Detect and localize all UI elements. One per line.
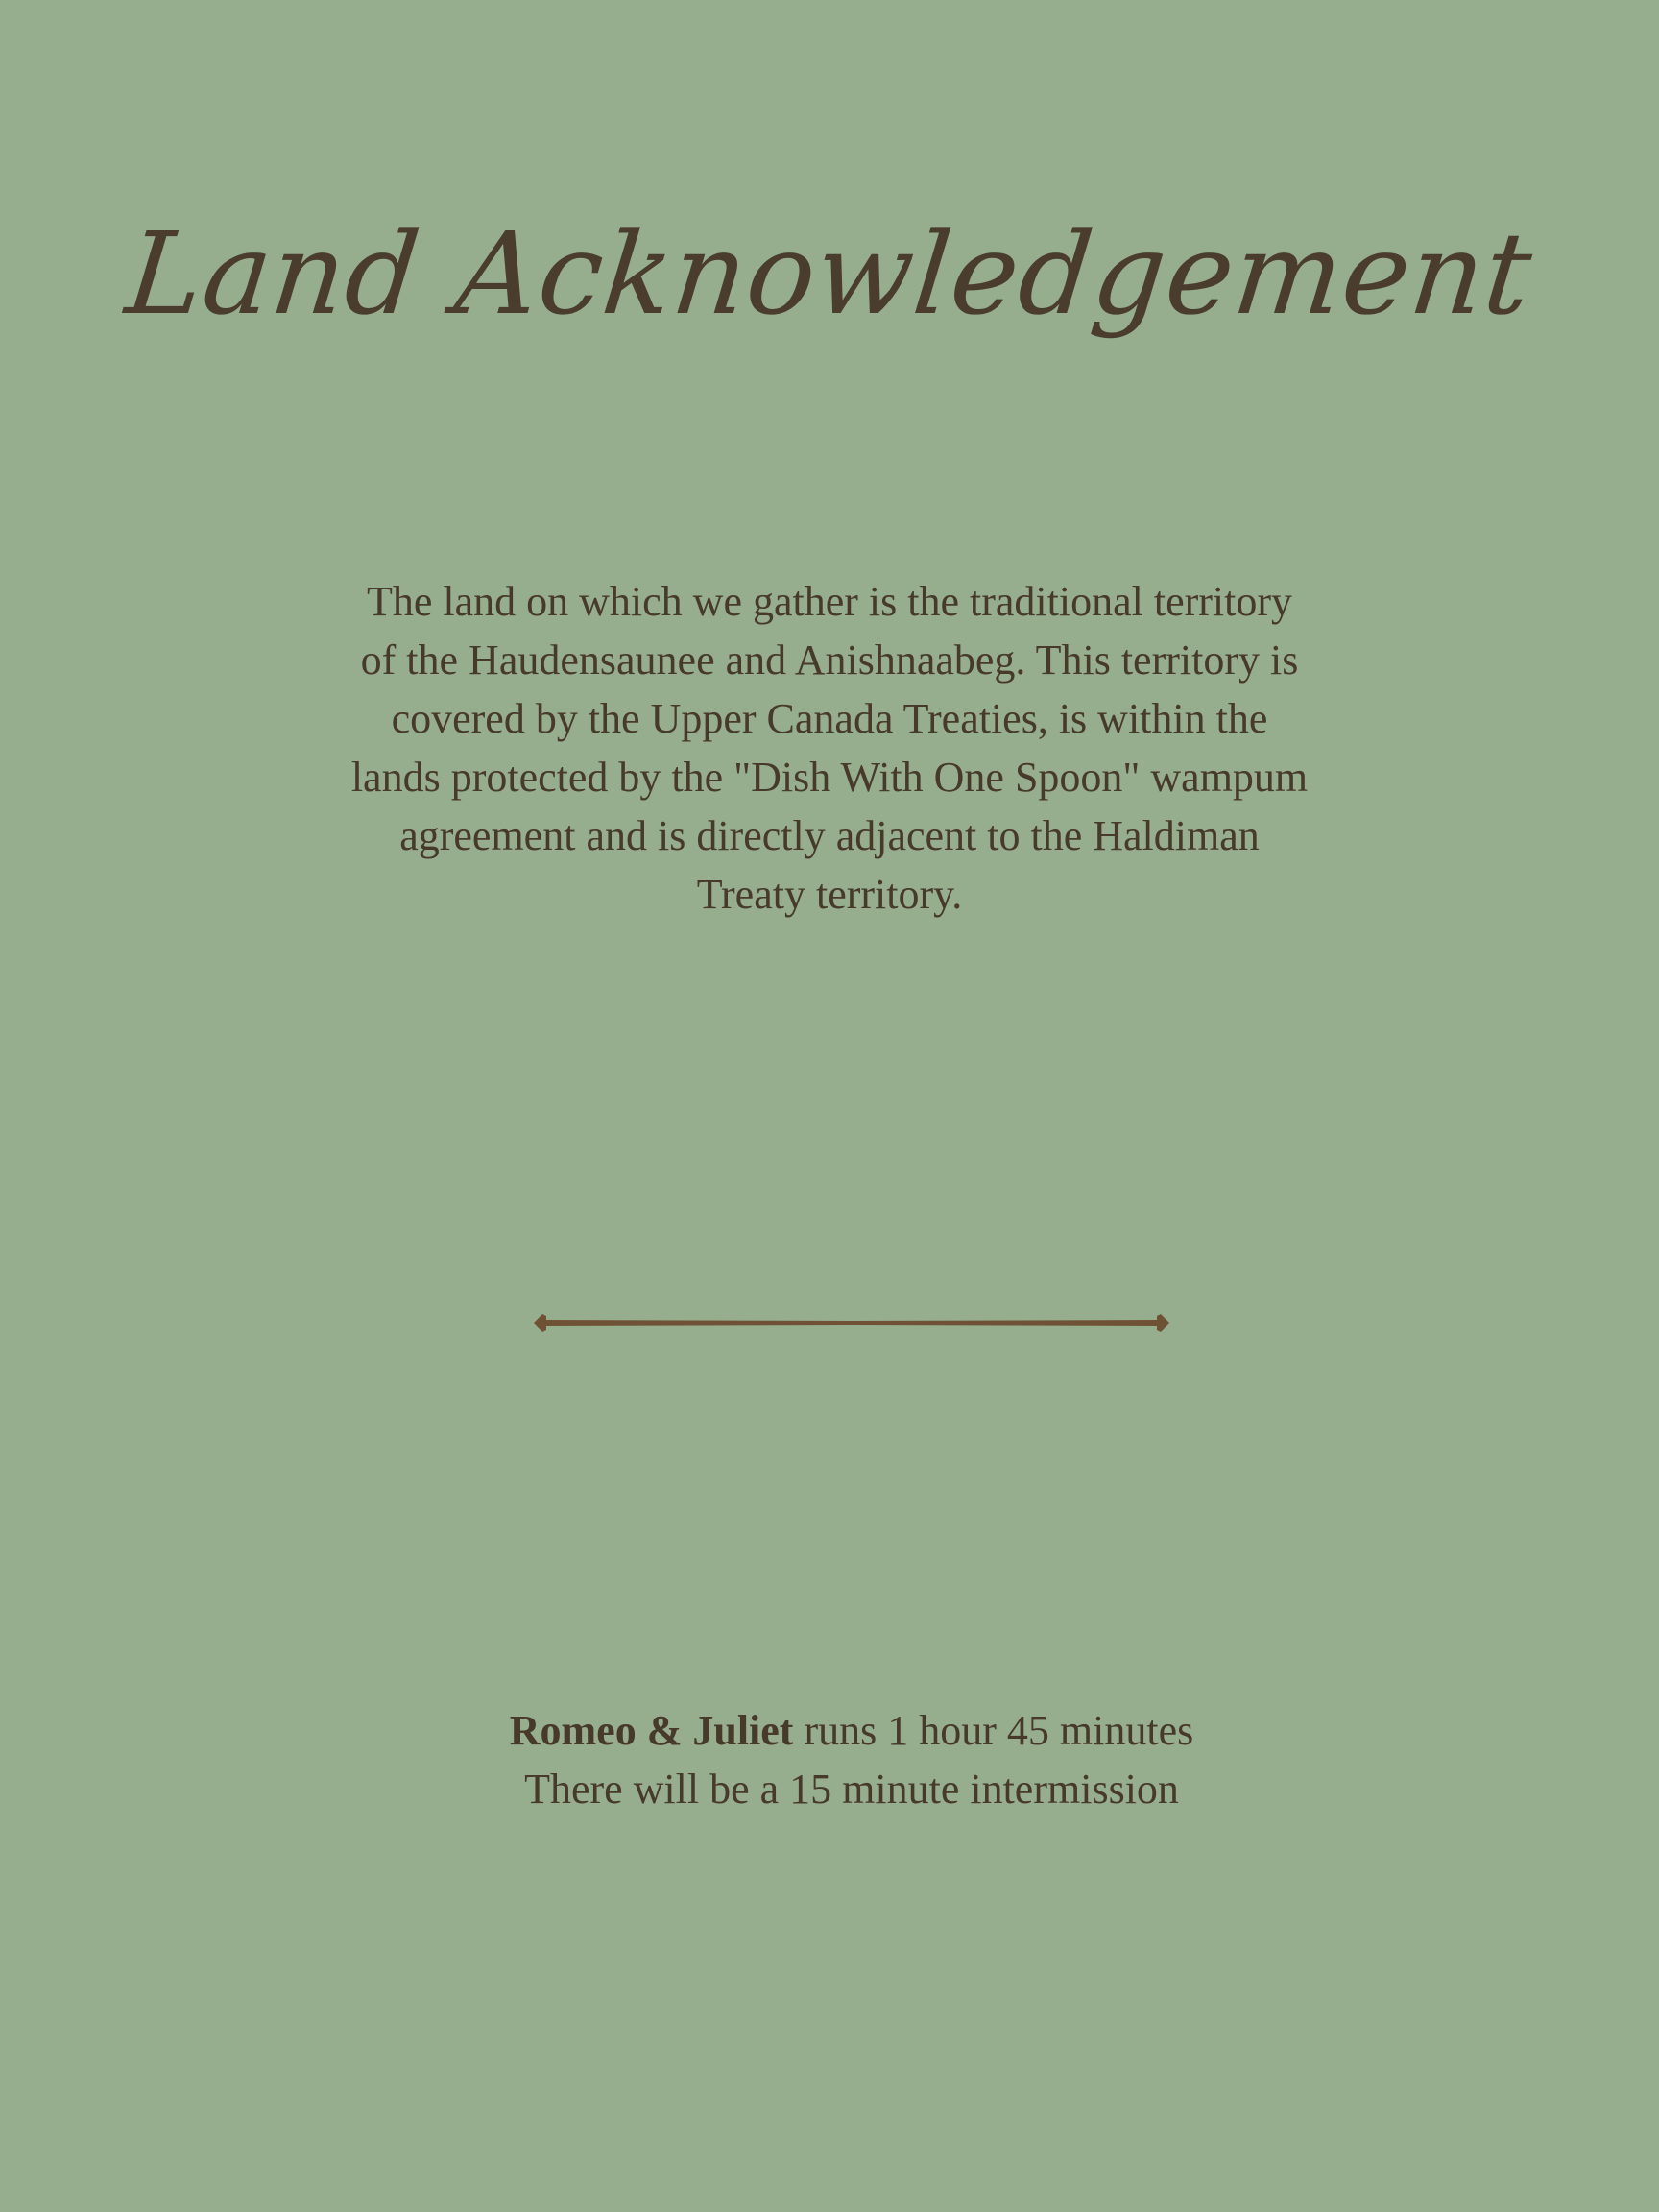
land-acknowledgement-text: The land on which we gather is the traditional territory of the Haudensaunee and Anishnaabeg. This territory is covered by the Upper Canada Treaties, is within the lands protected by the "Dish With One Spoon" wampum agreement and is directly adjacent to the Haldiman Treaty territory.: [350, 578, 1309, 918]
intermission-line: There will be a 15 minute intermission: [524, 1766, 1179, 1813]
show-title: Romeo & Juliet: [509, 1707, 794, 1754]
ornamental-rule-icon: [531, 1308, 1172, 1338]
page-title: Land Acknowledgement: [120, 207, 1539, 340]
runtime-line: [0, 1701, 1659, 1760]
runtime-info: [0, 1701, 1659, 1818]
runtime-duration: runs 1 hour 45 minutes: [793, 1707, 1194, 1754]
